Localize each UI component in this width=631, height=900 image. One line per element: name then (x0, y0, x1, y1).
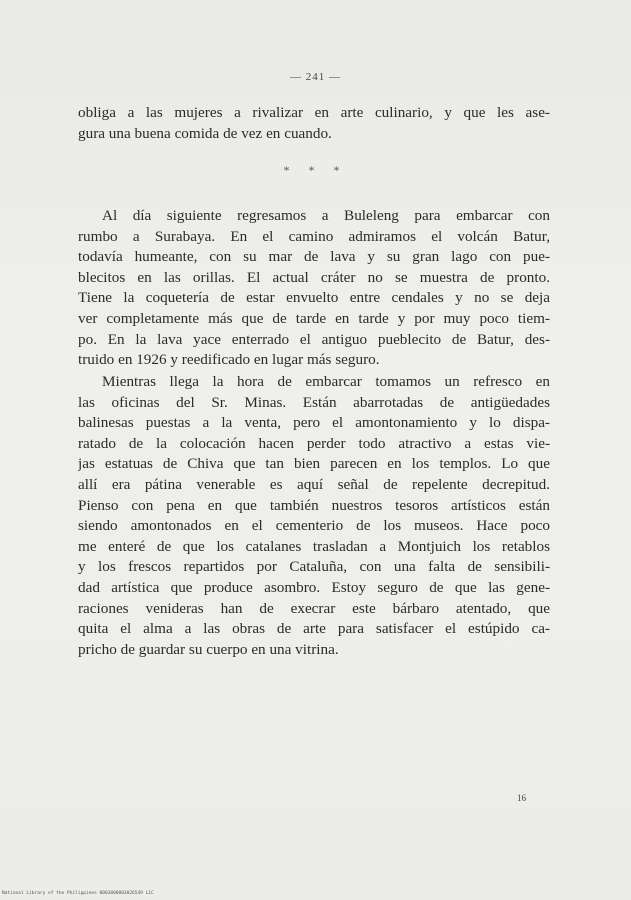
text-line: quita el alma a las obras de arte para satisfacer el estúpido ca- (78, 620, 550, 638)
text-line: ver completamente más que de tarde en tarde y por muy poco tiem- (78, 309, 550, 327)
paragraph-minas (78, 372, 550, 660)
text-line: obliga a las mujeres a rivalizar en arte culinario, y que les ase- (78, 104, 550, 121)
paragraph-batur (78, 206, 550, 371)
text-line: dad artística que produce asombro. Estoy seguro de que las gene- (78, 578, 550, 596)
text-line: balinesas puestas a la venta, pero el amontonamiento y lo dispa- (78, 414, 550, 432)
library-stamp: National Library of the Philippines 0003000003026549 L1C (2, 891, 154, 896)
text-line: Pienso con pena en que también nuestros tesoros artísticos están (78, 496, 550, 514)
text-line: truido en 1926 y reedificado en lugar más seguro. (78, 351, 380, 369)
text-line: Tiene la coquetería de estar envuelto entre cendales y no se deja (78, 289, 550, 307)
text-line: Mientras llega la hora de embarcar tomamos un refresco en (102, 373, 550, 390)
text-line: gura una buena comida de vez en cuando. (78, 124, 332, 142)
text-line: Al día siguiente regresamos a Buleleng para embarcar con (102, 207, 550, 224)
page-number: — 241 — (290, 71, 341, 83)
text-line: todavía humeante, con su mar de lava y su gran lago con pue- (78, 248, 550, 266)
text-line: jas estatuas de Chiva que tan bien parecen en los templos. Lo que (78, 455, 550, 473)
text-line: raciones venideras han de execrar este bárbaro atentado, que (78, 599, 550, 617)
text-line: las oficinas del Sr. Minas. Están abarrotadas de antigüedades (78, 393, 550, 411)
text-line: ratado de la colocación hacen perder todo atractivo a estas vie- (78, 434, 550, 452)
text-line: allí era pátina venerable es aquí señal de repelente decrepitud. (78, 475, 550, 493)
signature-mark: 16 (517, 793, 526, 803)
section-separator: * * * (283, 163, 348, 177)
text-line: me enteré de que los catalanes trasladan a Montjuich los retablos (78, 537, 550, 555)
text-line: pricho de guardar su cuerpo en una vitrina. (78, 640, 339, 658)
continued-paragraph (78, 103, 550, 144)
text-line: po. En la lava yace enterrado el antiguo pueblecito de Batur, des- (78, 330, 550, 348)
text-line: siendo amontonados en el cementerio de los museos. Hace poco (78, 517, 550, 535)
text-line: y los frescos repartidos por Cataluña, con una falta de sensibili- (78, 558, 550, 576)
text-line: blecitos en las orillas. El actual cráter no se muestra de pronto. (78, 268, 550, 286)
text-line: rumbo a Surabaya. En el camino admiramos el volcán Batur, (78, 227, 550, 245)
